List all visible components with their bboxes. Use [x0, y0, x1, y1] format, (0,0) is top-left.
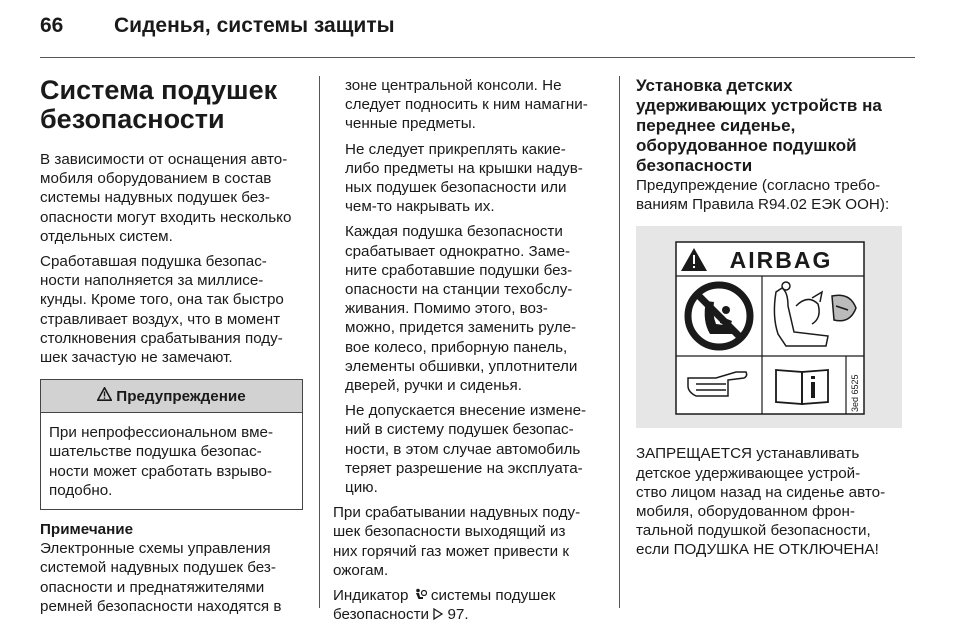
warning-body: При непрофессиональном вме- шательстве подушка безопас- ности может сработать взрыво- подобно.: [49, 424, 274, 499]
section-heading-child-restraint: Установка детских удерживающих устройств на переднее сиденье, оборудованное подушкой безопасности: [636, 76, 882, 175]
column-1: [40, 76, 303, 616]
page-number: 66: [40, 14, 64, 37]
note-title: Примечание: [40, 521, 134, 539]
label-code: 3ed 6525: [850, 374, 860, 413]
airbag-warning-label-image: [636, 226, 902, 428]
column-divider-1: [319, 76, 320, 608]
page-title: Сиденья, системы защиты: [114, 14, 395, 37]
paragraph-console: зоне центральной консоли. Не следует подносить к ним намагни- ченные предметы.: [345, 77, 588, 133]
warning-header: [41, 380, 302, 413]
paragraph-deployment: Сработавшая подушка безопас- ности наполняется за миллисе- кунды. Кроме того, она так быстро стравливает воздух, что в момент столкновения срабатывания поду- шек зачастую не замечают.: [40, 253, 284, 367]
label-airbag-text: AIRBAG: [729, 247, 833, 274]
header-divider: [40, 57, 915, 58]
warning-triangle-icon: [97, 387, 112, 406]
regulation-intro: Предупреждение (согласно требо- ваниям Правила R94.02 ЕЭК ООН):: [636, 177, 890, 214]
airbag-indicator-icon: [413, 587, 431, 604]
child-seat-warning-text: ЗАПРЕЩАЕТСЯ устанавливать детское удерживающее устрой- ство лицом назад на сиденье авто- мобиля, оборудованном фрон- тальной подушкой безопасности, если ПОДУШКА НЕ ОТКЛЮЧЕНА!: [636, 445, 886, 559]
page-reference-arrow-icon: [433, 606, 447, 623]
paragraph-hot-gas: При срабатывании надувных поду- шек безопасности выходящий из них горячий газ может привести к ожогам.: [333, 504, 581, 579]
warning-title: Предупреждение: [116, 387, 246, 405]
paragraph-indicator: Индикатор системы подушек безопасности 97.: [333, 587, 556, 624]
note-body: Электронные схемы управления системой надувных подушек без- опасности и преднатяжителями ремней безопасности находятся в: [40, 540, 282, 615]
page-header: [40, 4, 395, 48]
paragraph-intro: В зависимости от оснащения авто- мобиля оборудованием в состав системы надувных подушек без- опасности могут входить несколько отдельных систем.: [40, 151, 292, 245]
paragraph-modifications: Не допускается внесение измене- ний в систему подушек безопас- ности, в этом случае автомобиль теряет разрешение на эксплуата- цию.: [345, 402, 587, 497]
column-3: [636, 76, 902, 560]
section-heading-airbag-system: Система подушек безопасности: [40, 75, 278, 134]
paragraph-single-use: Каждая подушка безопасности срабатывает однократно. Заме- ните сработавшие подушки без- опасности на станции техобслу- живания. Помимо этого, воз- можно, придется заменить руле- вое колесо, приборную панель, элементы обшивки, уплотнители дверей, ручки и сиденья.: [345, 223, 578, 395]
paragraph-covers: Не следует прикреплять какие- либо предметы на крышки надув- ных подушек безопасности или чем-то накрывать их.: [345, 140, 583, 216]
warning-box: [40, 379, 303, 510]
column-2: [333, 76, 605, 630]
column-divider-2: [619, 76, 620, 608]
